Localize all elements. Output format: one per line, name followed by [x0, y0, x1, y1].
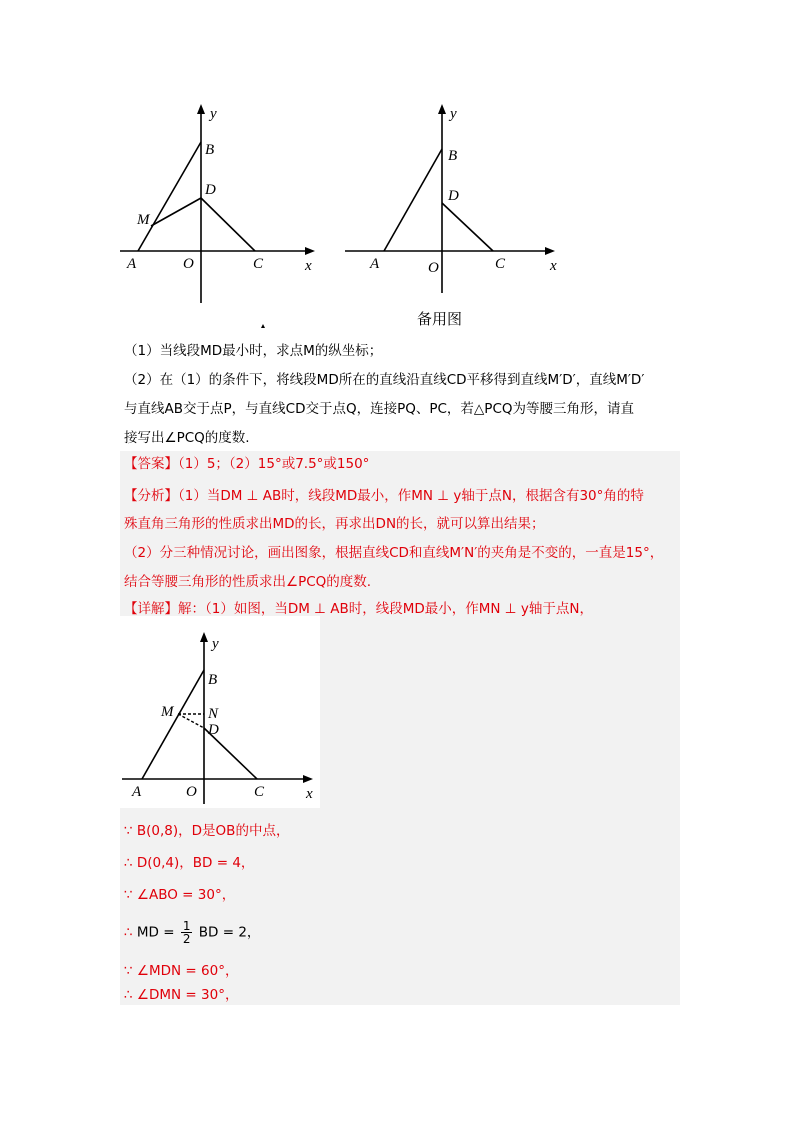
- label-a: A: [132, 784, 142, 800]
- label-c: C: [253, 256, 264, 272]
- segment-dc: [201, 198, 255, 251]
- y-axis-arrow: [200, 632, 208, 642]
- segment-md-dashed: [178, 714, 204, 728]
- figure-2-diagram: [340, 98, 570, 338]
- label-c: C: [254, 784, 265, 800]
- step-3-text: ∠ABO = 30°，: [136, 887, 236, 903]
- step-3: [124, 884, 235, 906]
- label-b: B: [208, 672, 218, 688]
- x-axis-arrow: [545, 247, 555, 255]
- step-5: [124, 960, 238, 982]
- label-y: y: [210, 106, 217, 122]
- label-m: M: [137, 212, 150, 228]
- fraction-denominator: 2: [182, 932, 191, 946]
- label-o: O: [183, 256, 194, 272]
- solution-background-right: [320, 616, 680, 808]
- answer-line: [124, 453, 369, 475]
- step-4-lhs: MD =: [136, 924, 175, 941]
- label-m: M: [161, 704, 174, 720]
- step-6: [124, 984, 238, 1006]
- question-part1: （1）当线段MD最小时，求点M的纵坐标；: [124, 343, 383, 359]
- label-b: B: [448, 148, 458, 164]
- analysis-line2: 殊直角三角形的性质求出MD的长，再求出DN的长，就可以算出结果；: [124, 516, 545, 532]
- y-axis-arrow: [438, 104, 446, 114]
- label-d: D: [205, 182, 216, 198]
- label-c: C: [495, 256, 506, 272]
- figure-3-diagram: [120, 626, 320, 808]
- because-symbol: ∵: [124, 823, 133, 839]
- label-x: x: [306, 786, 313, 802]
- label-a: A: [370, 256, 380, 272]
- detail-line: [124, 598, 593, 620]
- analysis-line4: 结合等腰三角形的性质求出∠PCQ的度数.: [124, 574, 372, 590]
- x-axis-arrow: [305, 247, 315, 255]
- label-o: O: [186, 784, 197, 800]
- therefore-symbol: ∴: [124, 987, 133, 1003]
- therefore-symbol: ∴: [124, 924, 133, 941]
- segment-ab: [384, 149, 442, 251]
- fraction-numerator: 1: [182, 919, 191, 933]
- label-b: B: [205, 142, 215, 158]
- step-2: [124, 852, 254, 874]
- label-d: D: [208, 722, 219, 738]
- label-n: N: [208, 706, 219, 722]
- segment-ab: [142, 670, 204, 779]
- label-y: y: [212, 636, 219, 652]
- analysis-text-1: （1）当DM ⊥ AB时，线段MD最小，作MN ⊥ y轴于点N，根据含有30°角的特: [178, 488, 644, 504]
- step-4: [124, 920, 260, 945]
- answer-tag: 【答案】: [124, 456, 178, 472]
- answer-text: （1）5；（2）15°或7.5°或150°: [178, 456, 370, 472]
- label-d: D: [448, 188, 459, 204]
- figure-1-diagram: [115, 98, 325, 338]
- detail-tag: 【详解】: [124, 601, 178, 617]
- because-symbol: ∵: [124, 963, 133, 979]
- because-symbol: ∵: [124, 887, 133, 903]
- x-axis-arrow: [303, 775, 313, 783]
- label-y: y: [450, 106, 457, 122]
- therefore-symbol: ∴: [124, 855, 133, 871]
- stray-mark: [261, 324, 265, 328]
- step-4-rhs: BD = 2，: [198, 924, 261, 941]
- question-part2-line3: 接写出∠PCQ的度数.: [124, 430, 250, 446]
- step-1-text: B(0,8)，D是OB的中点，: [136, 823, 290, 839]
- label-x: x: [305, 258, 312, 274]
- detail-text: 解：（1）如图，当DM ⊥ AB时，线段MD最小，作MN ⊥ y轴于点N，: [178, 601, 593, 617]
- figure-caption: 备用图: [417, 310, 463, 328]
- label-o: O: [428, 260, 439, 276]
- analysis-line3: （2）分三种情况讨论，画出图象，根据直线CD和直线M′N′的夹角是不变的，一直是15°，: [124, 545, 664, 561]
- step-2-text: D(0,4)，BD = 4，: [136, 855, 255, 871]
- segment-md: [151, 198, 201, 226]
- segment-ab: [138, 142, 201, 251]
- y-axis-arrow: [197, 104, 205, 114]
- step-1: [124, 820, 289, 842]
- question-part2-line1: （2）在（1）的条件下，将线段MD所在的直线沿直线CD平移得到直线M′D′，直线M′D′: [124, 372, 645, 388]
- step-6-text: ∠DMN = 30°，: [136, 987, 239, 1003]
- step-5-text: ∠MDN = 60°，: [136, 963, 239, 979]
- fraction-one-half: [181, 920, 193, 945]
- question-part2-line2: 与直线AB交于点P，与直线CD交于点Q，连接PQ、PC，若△PCQ为等腰三角形，请直: [124, 401, 634, 417]
- label-a: A: [127, 256, 137, 272]
- analysis-line1: [124, 485, 644, 507]
- analysis-tag: 【分析】: [124, 488, 178, 504]
- label-x: x: [550, 258, 557, 274]
- segment-dc: [442, 203, 493, 251]
